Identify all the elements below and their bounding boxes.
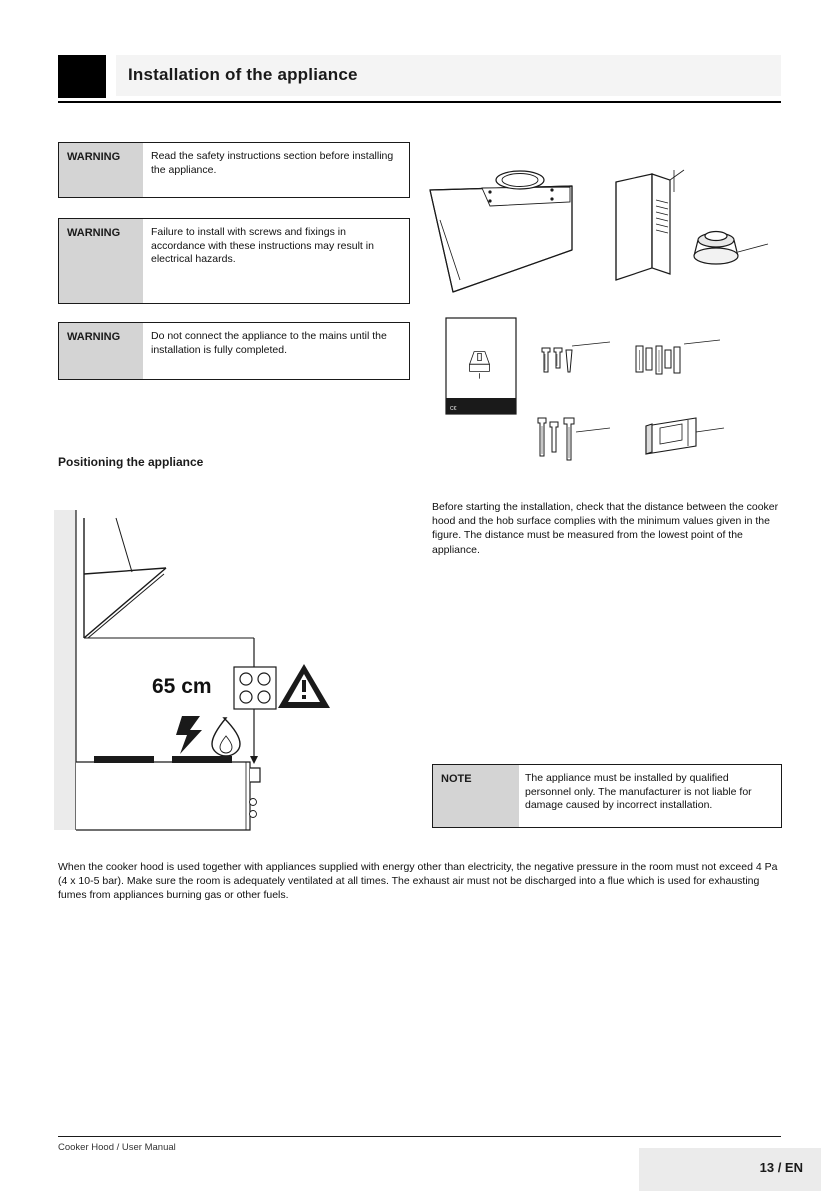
mounting-bracket-drawing (646, 418, 724, 454)
callout-text: Do not connect the appliance to the mains until the installation is fully completed. (151, 330, 387, 356)
callout-tab-label: WARNING (67, 331, 121, 343)
svg-text:C€: C€ (450, 406, 457, 412)
package-contents-illustration (420, 140, 820, 480)
user-manual-drawing (446, 318, 516, 414)
header-divider (58, 101, 781, 103)
warning-callout-3 (58, 322, 410, 380)
footer-page-block (639, 1148, 821, 1191)
warning-callout-1 (58, 142, 410, 198)
black-square-marker (58, 55, 106, 98)
long-screws-set-drawing (538, 418, 610, 460)
callout-text: Read the safety instructions section before installing the appliance. (151, 150, 394, 176)
header-bar (116, 55, 781, 96)
warning-callout-2 (58, 218, 410, 304)
footer-divider (58, 1136, 781, 1137)
wall-shading (54, 510, 76, 830)
cooker-hood-body-drawing (430, 171, 572, 292)
hood-side-profile (84, 518, 254, 638)
page-header (58, 55, 781, 103)
intro-paragraph: Before starting the installation, check that the distance between the cooker hood and the hob surface complies with the minimum values given in the figure. The distance must be measured from the lowest point of the appliance. (432, 501, 779, 556)
page-title: Installation of the appliance (128, 65, 358, 84)
screws-set-drawing (636, 340, 720, 374)
callout-tab (59, 219, 143, 303)
wall-plugs-and-screws-drawing (542, 342, 610, 372)
callout-tab-label: WARNING (67, 151, 121, 163)
distance-label: 65 cm (152, 675, 212, 698)
notes-paragraph: When the cooker hood is used together with appliances supplied with energy other than electricity, the negative pressure in the room must not exceed 4 Pa (4 x 10-5 bar). Make sure the room is adequately ventilated at all times. The exhaust air must not be discharged into a flue which is used for exhausting fumes from appliances burning gas or other fuels. (58, 861, 778, 902)
lightning-bolt-icon (176, 716, 202, 754)
callout-text: Failure to install with screws and fixings in accordance with these instructions may result in electrical hazards. (151, 226, 374, 266)
callout-tab (433, 765, 519, 827)
callout-tab (59, 143, 143, 197)
callout-text: The appliance must be installed by qualified personnel only. The manufacturer is not liable for damage caused by incorrect installation. (525, 772, 752, 812)
chimney-flue-cover-drawing (616, 170, 684, 280)
warning-triangle-icon (278, 664, 330, 708)
installation-section-heading: Positioning the appliance (58, 455, 204, 469)
footer-text: Cooker Hood / User Manual (58, 1142, 176, 1153)
clearance-diagram (54, 510, 384, 840)
page-number: 13 / EN (759, 1160, 803, 1175)
air-outlet-adapter-drawing (694, 232, 768, 265)
callout-tab (59, 323, 143, 379)
note-callout (432, 764, 782, 828)
cooker-body-profile (76, 756, 260, 830)
electric-hob-icon (234, 667, 276, 709)
gas-flame-icon (212, 718, 240, 756)
callout-tab-label: WARNING (67, 227, 121, 239)
callout-tab-label: NOTE (441, 773, 472, 785)
